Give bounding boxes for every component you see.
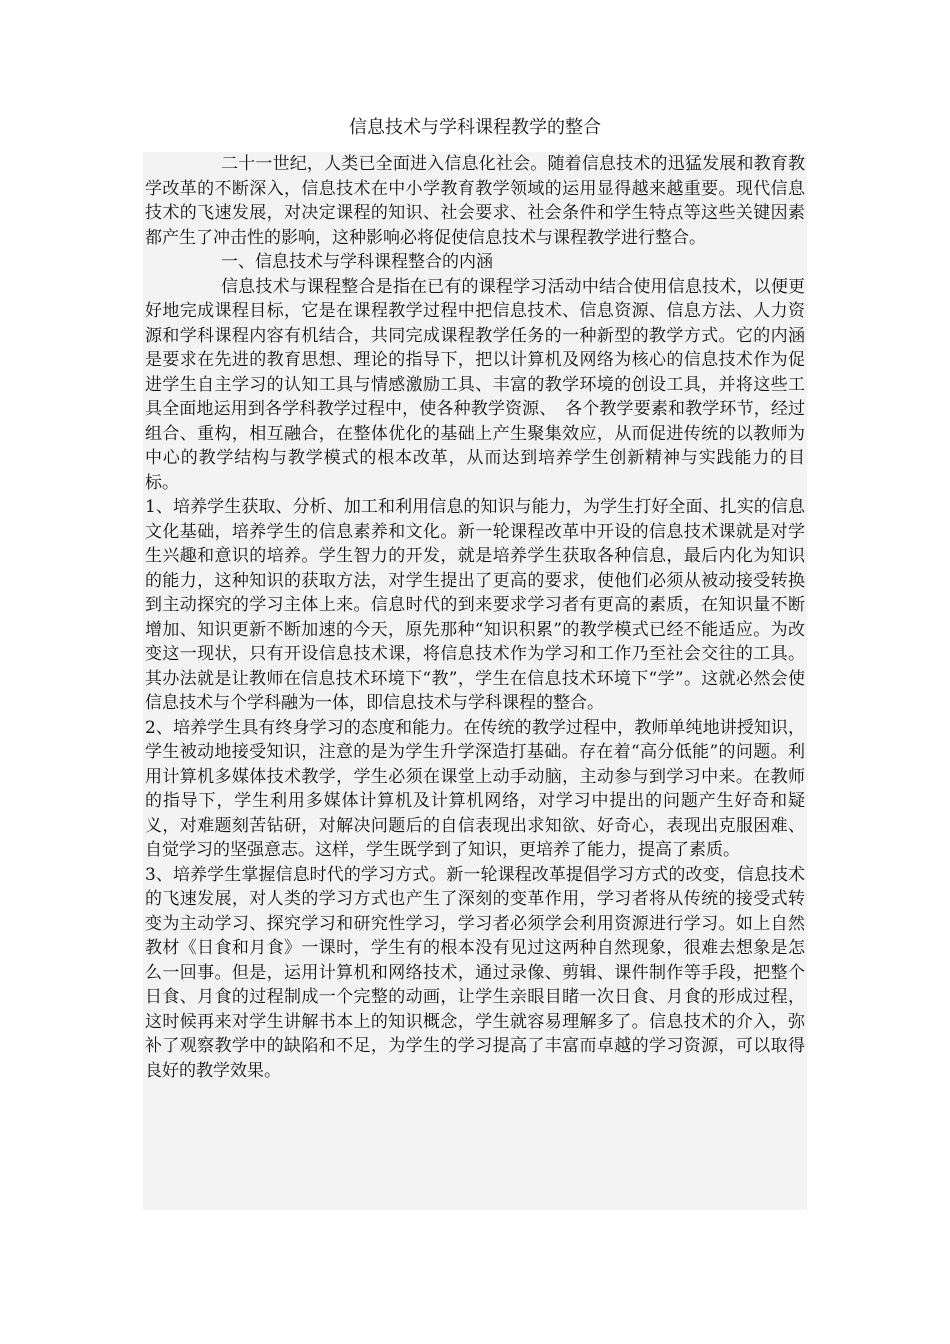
section-heading-connotation: 一、信息技术与学科课程整合的内涵 <box>221 252 493 272</box>
document-body <box>143 152 807 1210</box>
paragraph-connotation: 信息技术与课程整合是指在已有的课程学习活动中结合使用信息技术，以便更好地完成课程目标，它是在课程教学过程中把信息技术、信息资源、信息方法、人力资源和学科课程内容有机结合，共同完成课程教学任务的一种新型的教学方式。它的内涵是要求在先进的教育思想、理论的指导下，把以计算机及网络为核心的信息技术作为促进学生自主学习的认知工具与情感激励工具、丰富的教学环境的创设工具，并将这些工具全面地运用到各学科教学过程中，使各种教学资源、 各个教学要素和教学环节，经过组合、重构，相互融合，在整体优化的基础上产生聚集效应，从而促进传统的以教师为中心的教学结构与教学模式的根本改革，从而达到培养学生创新精神与实践能力的目标。 <box>145 276 805 493</box>
paragraph-point-2: 2、培养学生具有终身学习的态度和能力。在传统的教学过程中，教师单纯地讲授知识，学生被动地接受知识，注意的是为学生升学深造打基础。存在着“高分低能”的问题。利用计算机多媒体技术教学，学生必须在课堂上动手动脑，主动参与到学习中来。在教师的指导下，学生利用多媒体计算机及计算机网络，对学习中提出的问题产生好奇和疑义，对难题刻苦钻研，对解决问题后的自信表现出求知欲、好奇心，表现出克服困难、自觉学习的坚强意志。这样，学生既学到了知识，更培养了能力，提高了素质。 <box>145 717 805 860</box>
paragraph-point-3: 3、培养学生掌握信息时代的学习方式。新一轮课程改革提倡学习方式的改变，信息技术的飞速发展，对人类的学习方式也产生了深刻的变革作用，学习者将从传统的接受式转变为主动学习、探究学习和研究性学习，学习者必须学会利用资源进行学习。如上自然教材《日食和月食》一课时，学生有的根本没有见过这两种自然现象，很难去想象是怎么一回事。但是，运用计算机和网络技术，通过录像、剪辑、课件制作等手段，把整个日食、月食的过程制成一个完整的动画，让学生亲眼目睹一次日食、月食的形成过程，这时候再来对学生讲解书本上的知识概念，学生就容易理解多了。信息技术的介入，弥补了观察教学中的缺陷和不足，为学生的学习提高了丰富而卓越的学习资源，可以取得良好的教学效果。 <box>145 864 805 1081</box>
paragraph-intro: 二十一世纪，人类已全面进入信息化社会。随着信息技术的迅猛发展和教育教学改革的不断深入，信息技术在中小学教育教学领域的运用显得越来越重要。现代信息技术的飞速发展，对决定课程的知识、社会要求、社会条件和学生特点等这些关键因素都产生了冲击性的影响，这种影响必将促使信息技术与课程教学进行整合。 <box>145 154 805 248</box>
document-title: 信息技术与学科课程教学的整合 <box>349 117 601 138</box>
paragraph-point-1: 1、培养学生获取、分析、加工和利用信息的知识与能力，为学生打好全面、扎实的信息文化基础，培养学生的信息素养和文化。新一轮课程改革中开设的信息技术课就是对学生兴趣和意识的培养。学生智力的开发，就是培养学生获取各种信息，最后内化为知识的能力，这种知识的获取方法，对学生提出了更高的要求，使他们必须从被动接受转换到主动探究的学习主体上来。信息时代的到来要求学习者有更高的素质，在知识量不断增加、知识更新不断加速的今天，原先那种“知识积累”的教学模式已经不能适应。为改变这一现状，只有开设信息技术课，将信息技术作为学习和工作乃至社会交往的工具。其办法就是让教师在信息技术环境下“教”，学生在信息技术环境下“学”。这就必然会使信息技术与个学科融为一体，即信息技术与学科课程的整合。 <box>145 497 805 713</box>
